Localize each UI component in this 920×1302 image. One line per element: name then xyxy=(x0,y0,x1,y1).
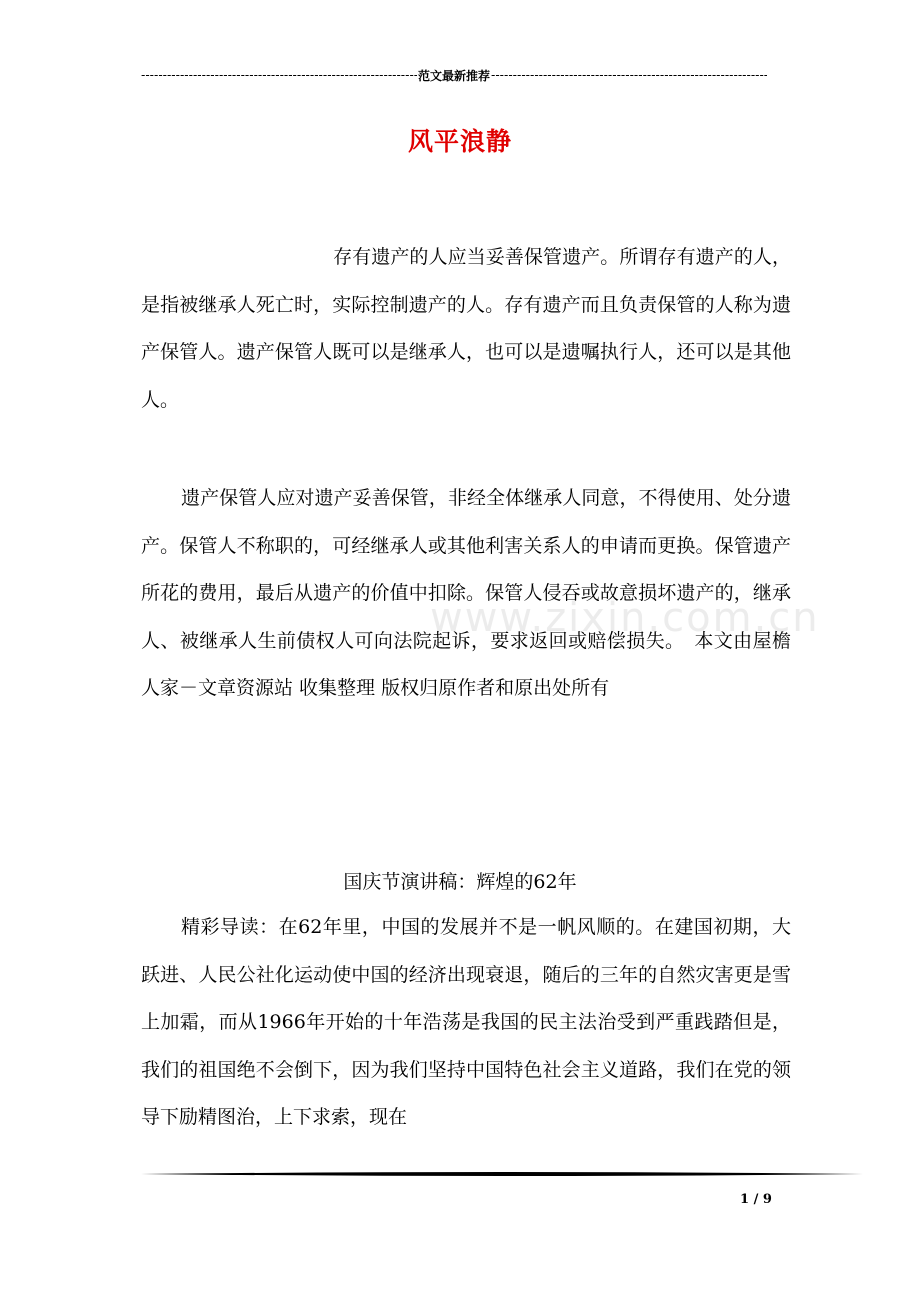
page-header xyxy=(141,66,767,84)
page-number: 1 / 9 xyxy=(740,1192,772,1207)
document-title: 风平浪静 xyxy=(407,127,512,156)
header-label: 范文最新推荐 xyxy=(418,68,491,83)
paragraph-1 xyxy=(141,234,791,424)
header-dash-left xyxy=(141,68,417,82)
paragraph-3: 精彩导读：在62年里，中国的发展并不是一帆风顺的。在建国初期，大跃进、人民公社化运动使中国的经济出现衰退，随后的三年的自然灾害更是雪上加霜，而从1966年开始的十年浩荡是我国的民主法治受到严重践踏但是，我们的祖国绝不会倒下，因为我们坚持中国特色社会主义道路，我们在党的领导下励精图治，上下求索，现在 xyxy=(141,916,791,1128)
header-dash-right xyxy=(491,68,767,82)
paragraph-2: 遗产保管人应对遗产妥善保管，非经全体继承人同意，不得使用、处分遗产。保管人不称职的，可经继承人或其他利害关系人的申请而更换。保管遗产所花的费用，最后从遗产的价值中扣除。保管人侵吞或故意损坏遗产的，继承人、被继承人生前债权人可向法院起诉，要求返回或赔偿损失。 本文由屋檐人家－文章资源站 收集整理 版权归原作者和原出处所有 xyxy=(141,487,791,699)
footer-divider xyxy=(141,1171,863,1177)
speech-subtitle: 国庆节演讲稿：辉煌的62年 xyxy=(343,871,577,893)
watermark: www.zixin.com.cn xyxy=(430,595,820,641)
paragraph-1-text: 存有遗产的人应当妥善保管遗产。所谓存有遗产的人，是指被继承人死亡时，实际控制遗产的人。存有遗产而且负责保管的人称为遗产保管人。遗产保管人既可以是继承人，也可以是遗嘱执行人，还可以是其他人。 xyxy=(141,246,791,411)
